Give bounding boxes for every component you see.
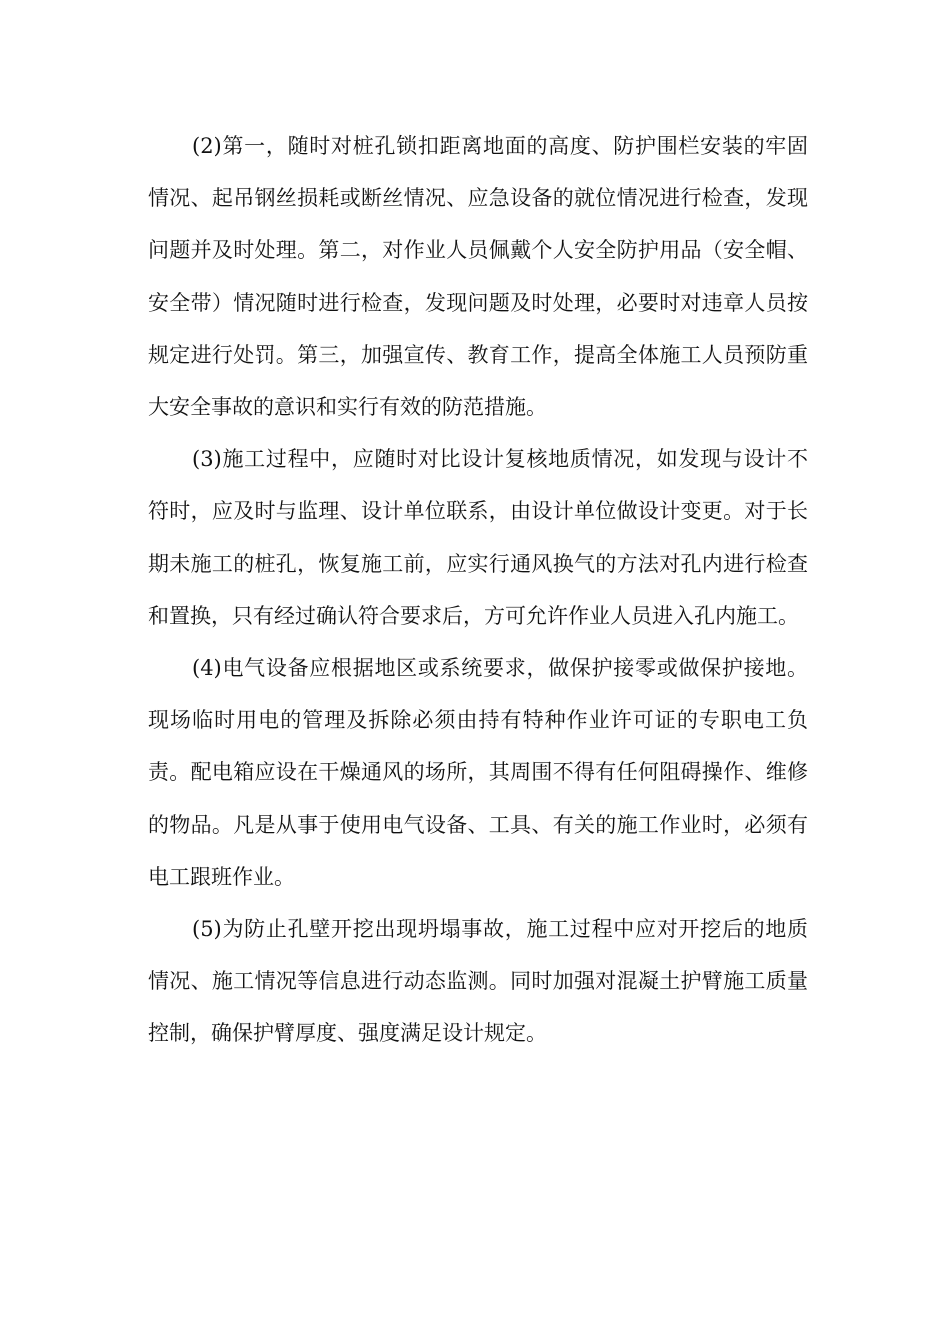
paragraph-item-5: (5)为防止孔壁开挖出现坍塌事故，施工过程中应对开挖后的地质情况、施工情况等信息进行动态监测。同时加强对混凝土护臂施工质量控制，确保护臂厚度、强度满足设计规定。 (148, 917, 808, 1046)
paragraph-item-3: (3)施工过程中，应随时对比设计复核地质情况，如发现与设计不符时，应及时与监理、设计单位联系，由设计单位做设计变更。对于长期未施工的桩孔，恢复施工前，应实行通风换气的方法对孔内进行检查和置换，只有经过确认符合要求后，方可允许作业人员进入孔内施工。 (148, 447, 808, 628)
paragraph-item-2: (2)第一，随时对桩孔锁扣距离地面的高度、防护围栏安装的牢固情况、起吊钢丝损耗或断丝情况、应急设备的就位情况进行检查，发现问题并及时处理。第二，对作业人员佩戴个人安全防护用品（安全帽、安全带）情况随时进行检查，发现问题及时处理，必要时对违章人员按规定进行处罚。第三，加强宣传、教育工作，提高全体施工人员预防重大安全事故的意识和实行有效的防范措施。 (148, 134, 808, 420)
paragraph-item-4: (4)电气设备应根据地区或系统要求，做保护接零或做保护接地。现场临时用电的管理及拆除必须由持有特种作业许可证的专职电工负责。配电箱应设在干燥通风的场所，其周围不得有任何阻碍操作、维修的物品。凡是从事于使用电气设备、工具、有关的施工作业时，必须有电工跟班作业。 (148, 656, 808, 889)
document-body (148, 120, 808, 1060)
